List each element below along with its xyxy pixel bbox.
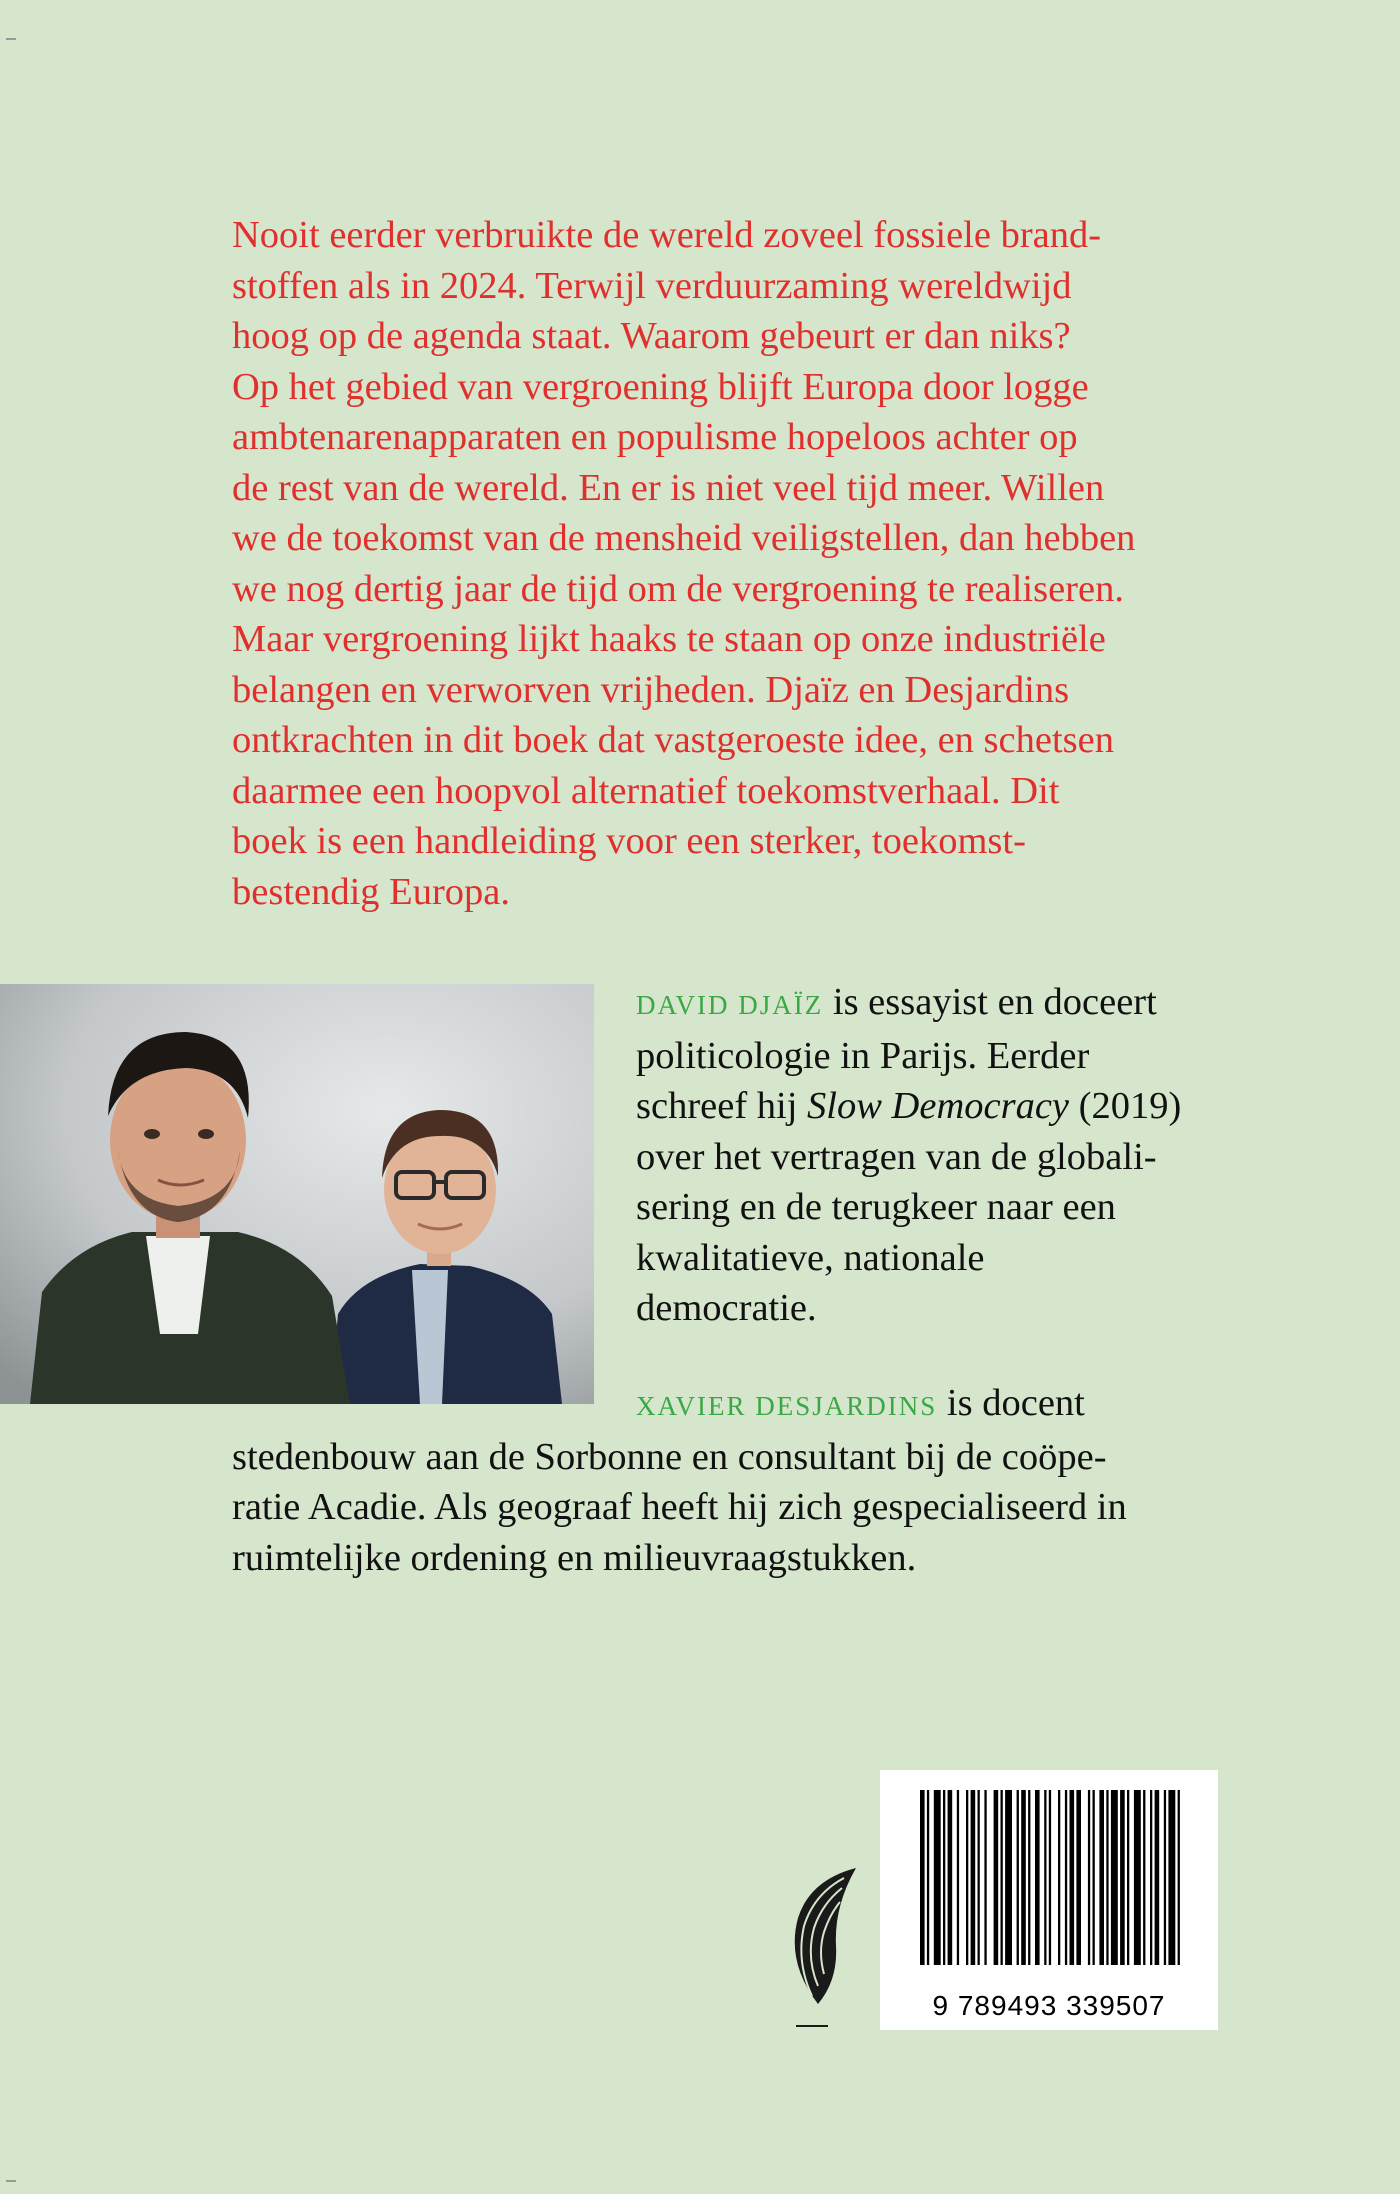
- barcode-bar: [1155, 1790, 1160, 1965]
- blurb-line: de rest van de wereld. En er is niet veel tijd meer. Willen: [232, 466, 1105, 509]
- author-name: DAVID DJAÏZ: [636, 990, 824, 1020]
- barcode-bar: [1178, 1790, 1180, 1965]
- bio-line: kwalitatieve, nationale: [636, 1236, 985, 1279]
- bio-line: ruimtelijke ordening en milieuvraagstukken.: [232, 1536, 917, 1579]
- barcode-bar: [943, 1790, 945, 1965]
- barcode-bar: [1164, 1790, 1166, 1965]
- blurb-line: Maar vergroening lijkt haaks te staan op onze industriële: [232, 618, 1106, 660]
- author-photo-illustration: [0, 984, 594, 1404]
- barcode-bar: [1168, 1790, 1175, 1965]
- barcode-bar: [957, 1790, 959, 1965]
- bio-line: [636, 977, 1256, 1031]
- barcode-bar: [1106, 1790, 1108, 1965]
- author-name: XAVIER DESJARDINS: [636, 1391, 938, 1421]
- blurb-line: Nooit eerder verbruikte de wereld zoveel fossiele brand-: [232, 214, 1102, 256]
- isbn-barcode: [880, 1770, 1218, 2030]
- barcode-bar: [1065, 1790, 1067, 1965]
- barcode-bar: [1076, 1790, 1081, 1965]
- blurb-line: we nog dertig jaar de tijd om de vergroening te realiseren.: [232, 567, 1124, 610]
- barcode-bar: [978, 1790, 980, 1965]
- barcode-bar: [1021, 1790, 1026, 1965]
- barcode-bar: [1127, 1790, 1129, 1965]
- barcode-bar: [927, 1790, 929, 1965]
- bio-line: [636, 1081, 1256, 1132]
- bio-text: is essayist en doceert: [823, 981, 1157, 1023]
- barcode-bar: [1093, 1790, 1095, 1965]
- bio-line: stedenbouw aan de Sorbonne en consultant bij de coöpe-: [232, 1435, 1107, 1478]
- barcode-bar: [1049, 1790, 1051, 1965]
- blurb-line: stoffen als in 2024. Terwijl verduurzaming wereldwijd: [232, 264, 1072, 307]
- blurb-line: boek is een handleiding voor een sterker, toekomst-: [232, 820, 1026, 862]
- back-cover-blurb: [232, 210, 1192, 917]
- author-photo: [0, 984, 594, 1404]
- bio-text: is docent: [937, 1382, 1085, 1424]
- author-bio-xavier-desjardins: [232, 1378, 1232, 1583]
- barcode-bar: [994, 1790, 999, 1965]
- quill-pen-icon: [782, 1866, 860, 2032]
- blurb-line: hoog op de agenda staat. Waarom gebeurt er dan niks?: [232, 315, 1071, 357]
- bio-line: over het vertragen van de globali-: [636, 1135, 1157, 1178]
- barcode-bar: [1001, 1790, 1003, 1965]
- blurb-line: ambtenarenapparaten en populisme hopeloos achter op: [232, 416, 1078, 458]
- barcode-bar: [948, 1790, 953, 1965]
- bio-line: [232, 1378, 1232, 1432]
- barcode-bar: [1088, 1790, 1090, 1965]
- barcode-bar: [1134, 1790, 1141, 1965]
- barcode-bar: [1111, 1790, 1118, 1965]
- book-title: Slow Democracy: [807, 1085, 1069, 1127]
- barcode-bar: [971, 1790, 976, 1965]
- barcode-bar: [920, 1790, 925, 1965]
- bio-text: schreef hij: [636, 1085, 808, 1127]
- blurb-line: belangen en verworven vrijheden. Djaïz en Desjardins: [232, 668, 1070, 711]
- blurb-line: bestendig Europa.: [232, 870, 510, 913]
- barcode-bar: [1035, 1790, 1040, 1965]
- blurb-line: we de toekomst van de mensheid veiligstellen, dan hebben: [232, 517, 1136, 559]
- crop-mark-bottom: [6, 2180, 16, 2182]
- crop-mark-top: [6, 38, 16, 40]
- barcode-bar: [1028, 1790, 1030, 1965]
- barcode-bar: [1120, 1790, 1125, 1965]
- isbn-number: 9 789493 339507: [932, 1990, 1166, 2021]
- blurb-line: Op het gebied van vergroening blijft Europa door logge: [232, 365, 1089, 408]
- barcode-bar: [1017, 1790, 1019, 1965]
- barcode-bar: [1070, 1790, 1075, 1965]
- bio-line: sering en de terugkeer naar een: [636, 1186, 1116, 1228]
- bio-line: democratie.: [636, 1287, 817, 1329]
- barcode-bar: [984, 1790, 986, 1965]
- barcode-bar: [1058, 1790, 1060, 1965]
- bio-line: ratie Acadie. Als geograaf heeft hij zich gespecialiseerd in: [232, 1486, 1127, 1528]
- bio-line: politicologie in Parijs. Eerder: [636, 1034, 1090, 1077]
- blurb-line: ontkrachten in dit boek dat vastgeroeste idee, en schetsen: [232, 719, 1114, 761]
- barcode-bar: [934, 1790, 941, 1965]
- bio-text: (2019): [1069, 1085, 1182, 1127]
- blurb-line: daarmee een hoopvol alternatief toekomstverhaal. Dit: [232, 769, 1060, 812]
- barcode-bar: [1005, 1790, 1012, 1965]
- barcode-bars: [880, 1770, 1218, 1970]
- author-bio-david-djaiz: [636, 977, 1256, 1334]
- barcode-bar: [966, 1790, 968, 1965]
- barcode-bar: [1044, 1790, 1046, 1965]
- barcode-bar: [1099, 1790, 1104, 1965]
- barcode-bar: [1150, 1790, 1152, 1965]
- barcode-bar: [1143, 1790, 1145, 1965]
